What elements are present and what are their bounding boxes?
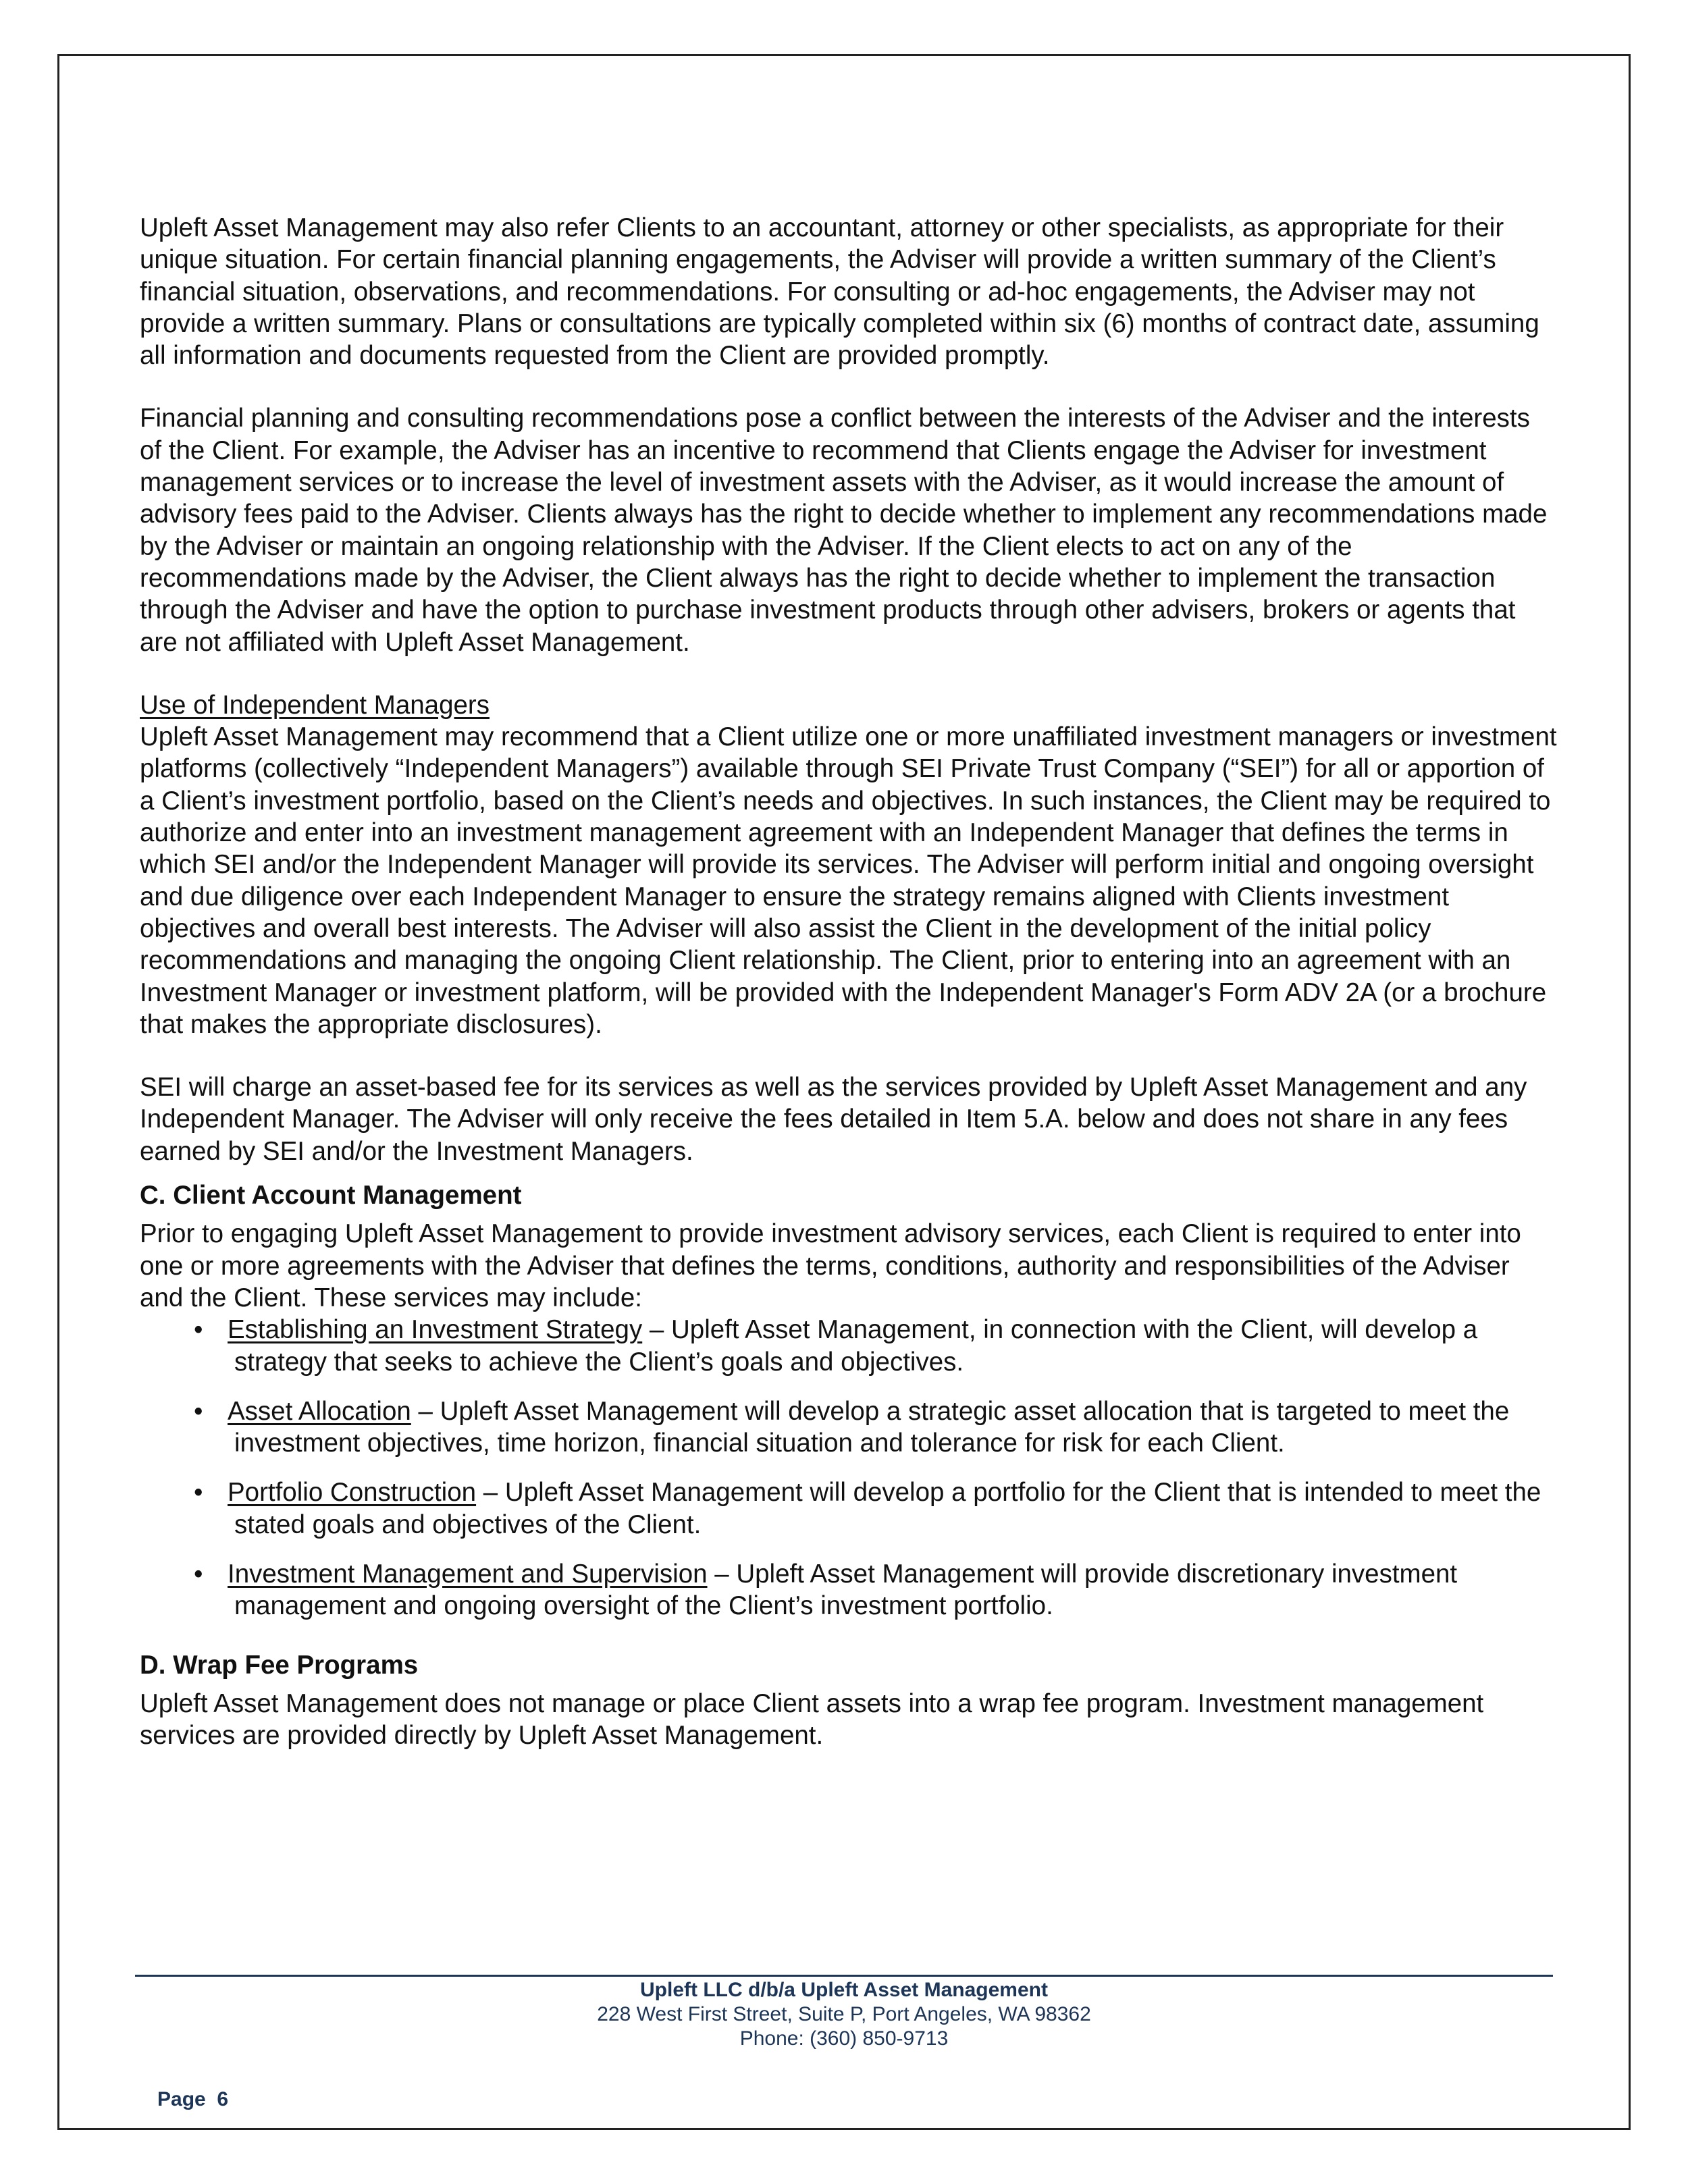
section-c-intro: Prior to engaging Upleft Asset Management to provide investment advisory services, each Client is required to enter into one or more agreements with the Adviser that defines the terms, conditions, authority and responsibilities of the Adviser and the Client. These services may include:: [140, 1219, 1521, 1312]
list-item-asset-allocation: [140, 1395, 1558, 1460]
section-c-heading: C. Client Account Management: [140, 1181, 522, 1210]
paragraph-conflicts: Financial planning and consulting recommendations pose a conflict between the interests of the Adviser and the interests of the Client. For example, the Adviser has an incentive to recommend that Clients engage the Adviser for investment management services or to increase the level of investment assets with the Adviser, as it would increase the amount of advisory fees paid to the Adviser. Clients always has the right to decide whether to implement any recommendations made by the Adviser or maintain an ongoing relationship with the Adviser. If the Client elects to act on any of the recommendations made by the Adviser, the Client always has the right to decide whether to implement the transaction through the Adviser and have the option to purchase investment products through other advisers, brokers or agents that are not affiliated with Upleft Asset Management.: [140, 404, 1548, 657]
subheading-independent-managers: Use of Independent Managers: [140, 690, 490, 720]
footer-phone: Phone: (360) 850-9713: [739, 2027, 949, 2050]
bullet-icon: •: [194, 1559, 203, 1589]
document-body: [140, 212, 1558, 1751]
bullet-icon: •: [194, 1315, 203, 1345]
bullet-icon: •: [194, 1396, 203, 1426]
list-item-term: Establishing an Investment Strategy: [228, 1315, 643, 1345]
footer-company: Upleft LLC d/b/a Upleft Asset Management: [640, 1979, 1048, 2001]
list-item-investment-strategy: [140, 1314, 1558, 1378]
list-item-investment-management: [140, 1558, 1558, 1622]
services-list: [140, 1314, 1558, 1622]
section-d-heading: D. Wrap Fee Programs: [140, 1650, 419, 1680]
list-item-term: Asset Allocation: [228, 1396, 411, 1426]
list-item-description: – Upleft Asset Management, in connection with the Client, will develop a strategy that seeks to achieve the Client’s goals and objectives.: [234, 1315, 1478, 1377]
paragraph-referrals: Upleft Asset Management may also refer Clients to an accountant, attorney or other specialists, as appropriate for their unique situation. For certain financial planning engagements, the Adviser will provide a written summary of the Client’s financial situation, observations, and recommendations. For consulting or ad-hoc engagements, the Adviser may not provide a written summary. Plans or consultations are typically completed within six (6) months of contract date, assuming all information and documents requested from the Client are provided promptly.: [140, 213, 1539, 371]
list-item-term: Portfolio Construction: [228, 1478, 477, 1508]
list-item-description: – Upleft Asset Management will develop a strategic asset allocation that is targeted to meet the investment objectives, time horizon, financial situation and tolerance for risk for each Client.: [234, 1396, 1510, 1458]
footer-address: 228 West First Street, Suite P, Port Angeles, WA 98362: [597, 2003, 1091, 2025]
list-item-description: – Upleft Asset Management will provide discretionary investment management and ongoing oversight of the Client’s investment portfolio.: [234, 1559, 1458, 1621]
paragraph-sei-fees: SEI will charge an asset-based fee for its services as well as the services provided by Upleft Asset Management and any Independent Manager. The Adviser will only receive the fees detailed in Item 5.A. below and does not share in any fees earned by SEI and/or the Investment Managers.: [140, 1073, 1527, 1166]
page-number: Page 6: [157, 2088, 229, 2110]
section-d-body: Upleft Asset Management does not manage or place Client assets into a wrap fee program. Investment management services are provided directly by Upleft Asset Management.: [140, 1688, 1484, 1751]
footer-divider: [135, 1975, 1553, 1977]
list-item-term: Investment Management and Supervision: [228, 1559, 708, 1589]
list-item-portfolio-construction: [140, 1476, 1558, 1541]
list-item-description: – Upleft Asset Management will develop a portfolio for the Client that is intended to meet the stated goals and objectives of the Client.: [234, 1478, 1541, 1539]
footer: [135, 1978, 1553, 2051]
paragraph-independent-managers: Upleft Asset Management may recommend that a Client utilize one or more unaffiliated investment managers or investment platforms (collectively “Independent Managers”) available through SEI Private Trust Company (“SEI”) for all or apportion of a Client’s investment portfolio, based on the Client’s needs and objectives. In such instances, the Client may be required to authorize and enter into an investment management agreement with an Independent Manager that defines the terms in which SEI and/or the Independent Manager will provide its services. The Adviser will perform initial and ongoing oversight and due diligence over each Independent Manager to ensure the strategy remains aligned with Clients investment objectives and overall best interests. The Adviser will also assist the Client in the development of the initial policy recommendations and managing the ongoing Client relationship. The Client, prior to entering into an agreement with an Investment Manager or investment platform, will be provided with the Independent Manager's Form ADV 2A (or a brochure that makes the appropriate disclosures).: [140, 722, 1557, 1039]
bullet-icon: •: [194, 1478, 203, 1508]
